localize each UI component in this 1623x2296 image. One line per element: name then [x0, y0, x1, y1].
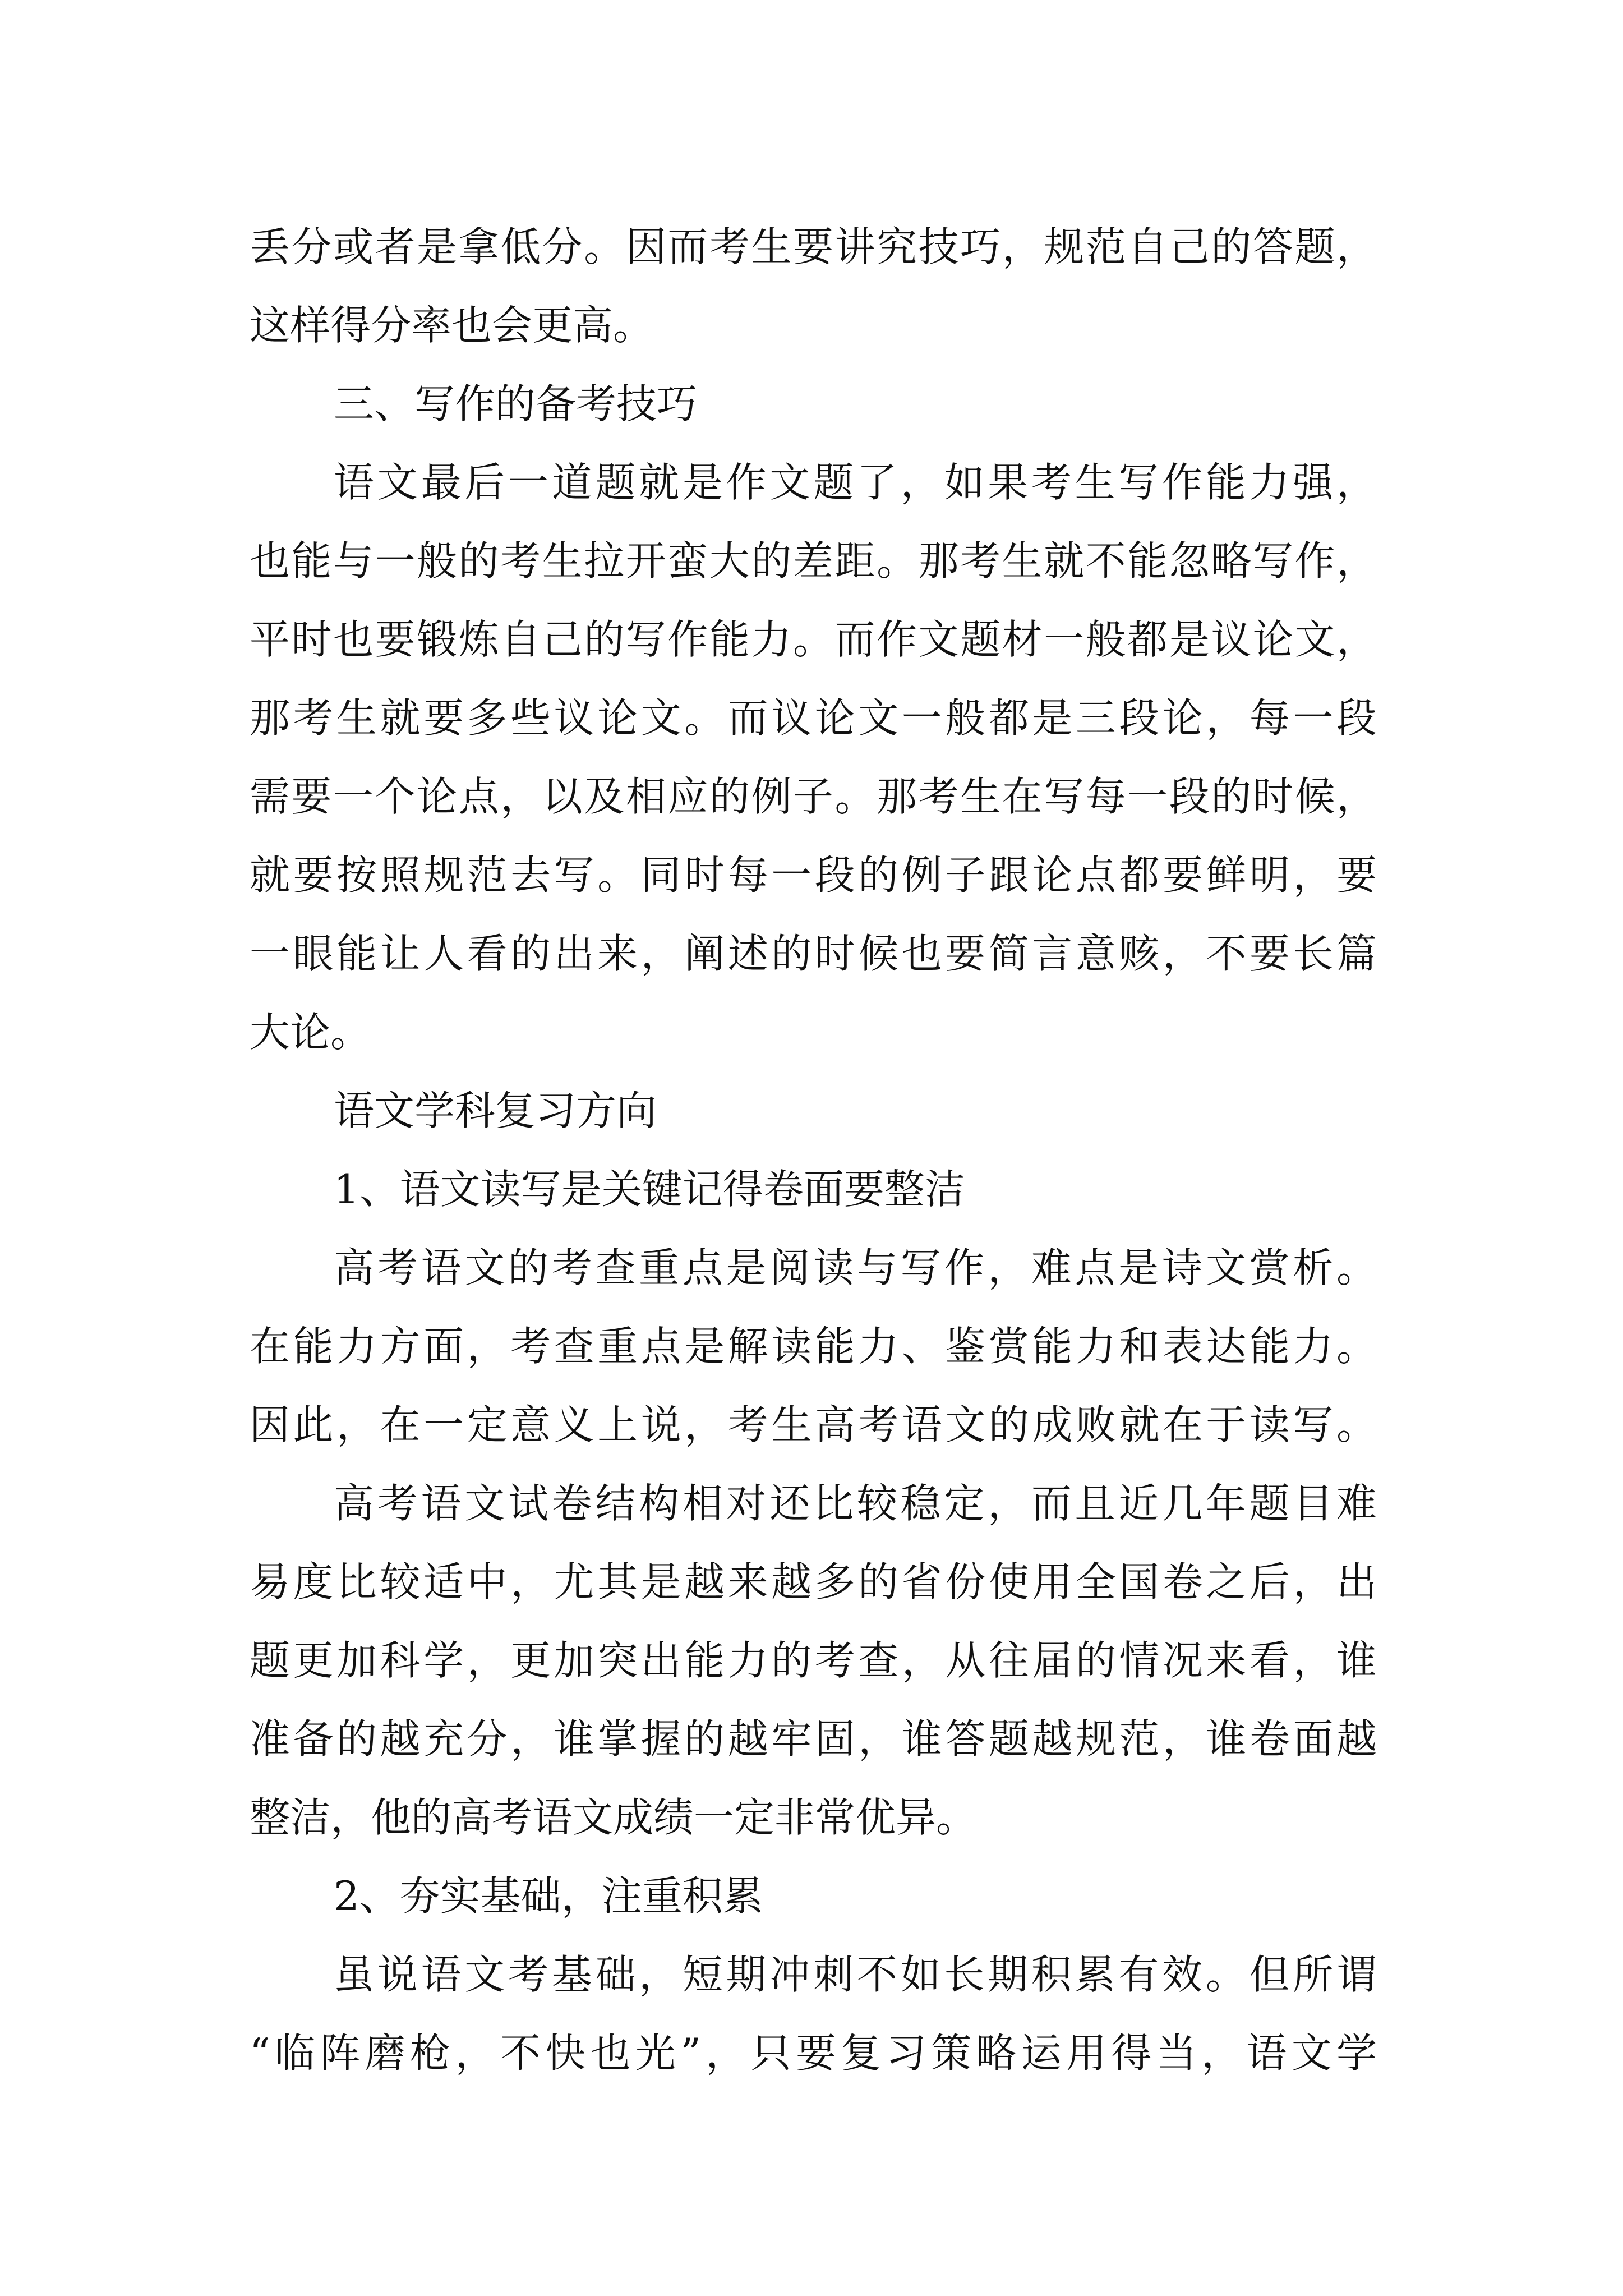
text-line: 大论。	[250, 1009, 371, 1056]
text-line: 一眼能让人看的出来，阐述的时候也要简言意赅，不要长篇	[250, 930, 1377, 977]
subsection-heading: 1、语文读写是关键记得卷面要整洁	[334, 1166, 965, 1213]
text-line: 平时也要锻炼自己的写作能力。而作文题材一般都是议论文，	[250, 616, 1377, 663]
text-line: 这样得分率也会更高。	[250, 302, 654, 349]
text-line: 丢分或者是拿低分。因而考生要讲究技巧，规范自己的答题，	[250, 223, 1377, 270]
paragraph-first-line: 虽说语文考基础，短期冲刺不如长期积累有效。但所谓	[334, 1951, 1377, 1998]
text-line: 就要按照规范去写。同时每一段的例子跟论点都要鲜明，要	[250, 852, 1377, 899]
section-heading: 语文学科复习方向	[334, 1087, 657, 1134]
section-heading: 三、写作的备考技巧	[334, 380, 698, 427]
text-line: 因此，在一定意义上说，考生高考语文的成败就在于读写。	[250, 1401, 1377, 1448]
text-line: 易度比较适中，尤其是越来越多的省份使用全国卷之后，出	[250, 1558, 1377, 1605]
text-line: 需要一个论点，以及相应的例子。那考生在写每一段的时候，	[250, 773, 1377, 820]
paragraph-first-line: 高考语文试卷结构相对还比较稳定，而且近几年题目难	[334, 1480, 1377, 1527]
text-line: 整洁，他的高考语文成绩一定非常优异。	[250, 1794, 977, 1841]
subsection-heading: 2、夯实基础，注重积累	[334, 1872, 763, 1920]
text-line: 准备的越充分，谁掌握的越牢固，谁答题越规范，谁卷面越	[250, 1715, 1377, 1763]
paragraph-first-line: 高考语文的考查重点是阅读与写作，难点是诗文赏析。	[334, 1244, 1377, 1291]
text-line: 也能与一般的考生拉开蛮大的差距。那考生就不能忽略写作，	[250, 537, 1377, 585]
text-line: 在能力方面，考查重点是解读能力、鉴赏能力和表达能力。	[250, 1323, 1377, 1370]
text-line: 那考生就要多些议论文。而议论文一般都是三段论，每一段	[250, 694, 1377, 742]
document-body	[250, 0, 1377, 2296]
text-line: 题更加科学，更加突出能力的考查，从往届的情况来看，谁	[250, 1637, 1377, 1684]
text-line: “临阵磨枪，不快也光”，只要复习策略运用得当，语文学	[250, 2030, 1377, 2077]
paragraph-first-line: 语文最后一道题就是作文题了，如果考生写作能力强，	[334, 459, 1377, 506]
